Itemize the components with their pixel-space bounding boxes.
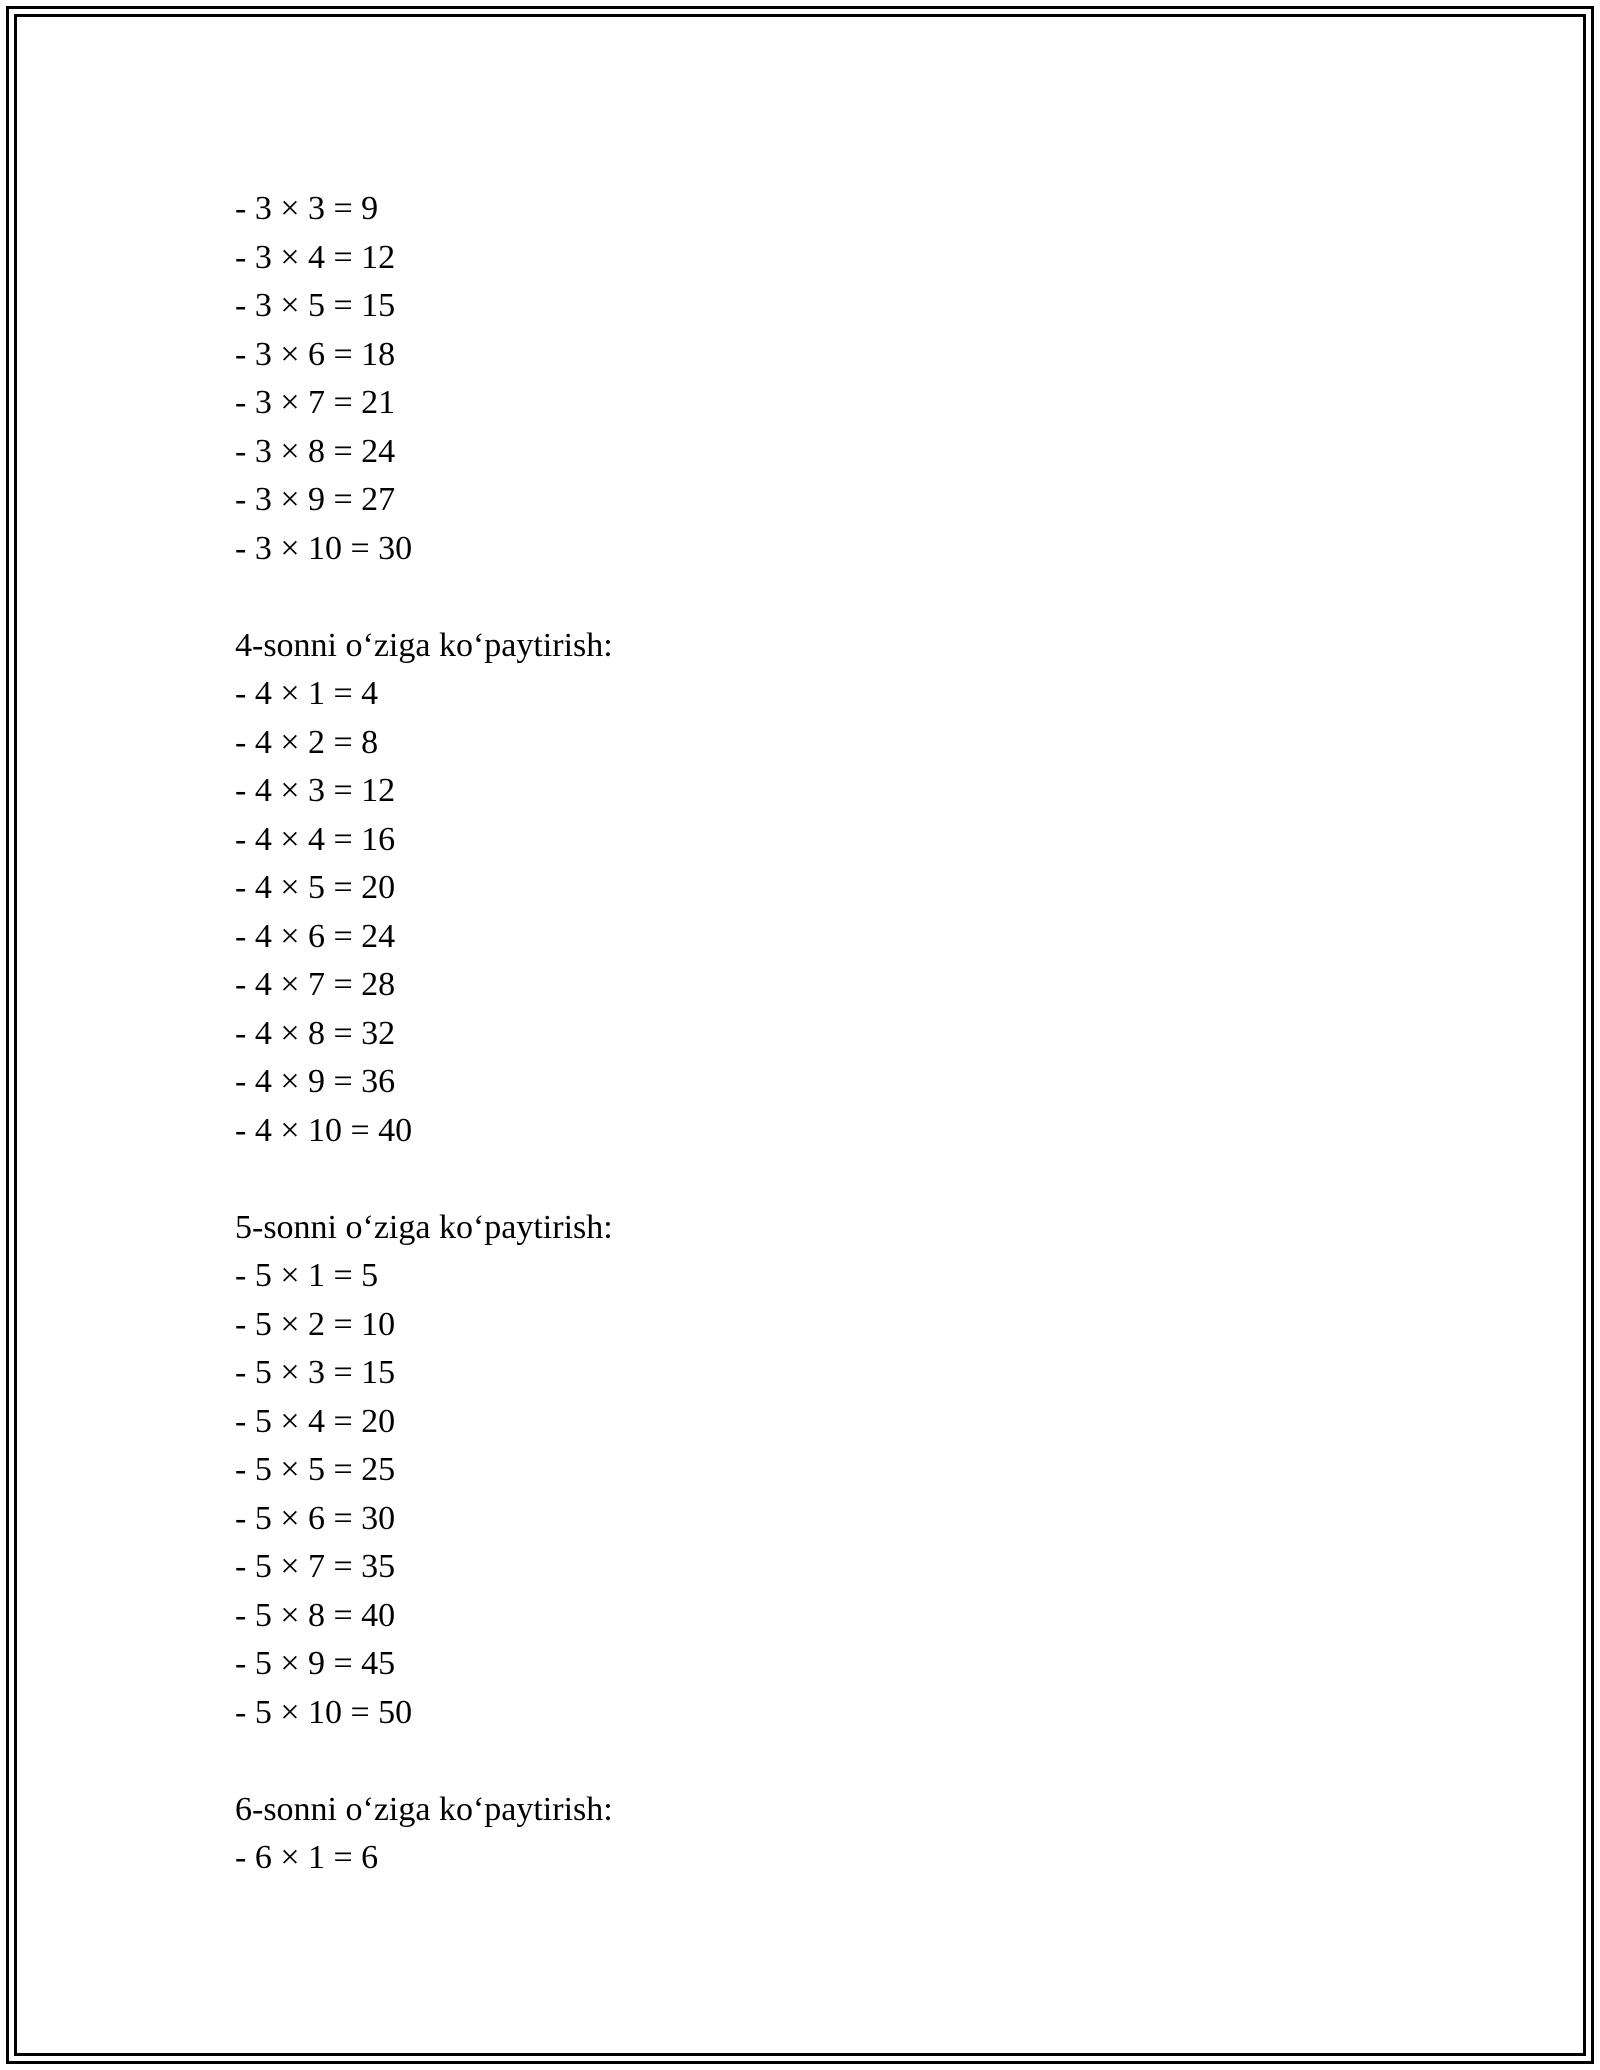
document-body — [235, 185, 1335, 1883]
list-item: - 5 × 9 = 45 — [235, 1645, 396, 1682]
list-item: - 4 × 5 = 20 — [235, 869, 396, 906]
list-item: - 3 × 9 = 27 — [235, 481, 396, 518]
list-item: - 4 × 1 = 4 — [235, 675, 379, 712]
list-item: - 5 × 1 = 5 — [235, 1257, 379, 1294]
list-item: - 4 × 9 = 36 — [235, 1063, 396, 1100]
table-block-4 — [235, 622, 1335, 1156]
table-block-5 — [235, 1204, 1335, 1738]
list-item: - 5 × 8 = 40 — [235, 1596, 396, 1634]
list-item: - 5 × 5 = 25 — [235, 1451, 396, 1488]
list-item: - 5 × 10 = 50 — [235, 1693, 413, 1731]
list-item: - 3 × 3 = 9 — [235, 190, 379, 227]
list-item: - 4 × 8 = 32 — [235, 1014, 396, 1052]
list-item: - 5 × 4 = 20 — [235, 1402, 396, 1440]
list-item: - 4 × 10 = 40 — [235, 1111, 413, 1149]
list-item: - 4 × 2 = 8 — [235, 723, 379, 761]
list-item: - 5 × 7 = 35 — [235, 1548, 396, 1585]
list-item: - 5 × 2 = 10 — [235, 1305, 396, 1343]
list-item: - 4 × 6 = 24 — [235, 917, 396, 955]
list-item: - 3 × 7 = 21 — [235, 384, 396, 421]
list-item: - 4 × 7 = 28 — [235, 966, 396, 1003]
table-block-3 — [235, 185, 1335, 573]
list-item: - 6 × 1 = 6 — [235, 1839, 379, 1876]
list-item: - 3 × 4 = 12 — [235, 238, 396, 276]
list-item: - 5 × 3 = 15 — [235, 1354, 396, 1391]
list-item: - 5 × 6 = 30 — [235, 1499, 396, 1537]
list-item: - 3 × 6 = 18 — [235, 335, 396, 373]
table-block-6 — [235, 1786, 1335, 1883]
section-heading: 6-sonni o‘ziga ko‘paytirish: — [235, 1790, 613, 1828]
section-heading: 4-sonni o‘ziga ko‘paytirish: — [235, 626, 613, 664]
list-item: - 4 × 3 = 12 — [235, 772, 396, 809]
list-item: - 3 × 8 = 24 — [235, 432, 396, 470]
list-item: - 3 × 5 = 15 — [235, 287, 396, 324]
section-heading: 5-sonni o‘ziga ko‘paytirish: — [235, 1208, 613, 1246]
list-item: - 4 × 4 = 16 — [235, 820, 396, 858]
list-item: - 3 × 10 = 30 — [235, 529, 413, 567]
